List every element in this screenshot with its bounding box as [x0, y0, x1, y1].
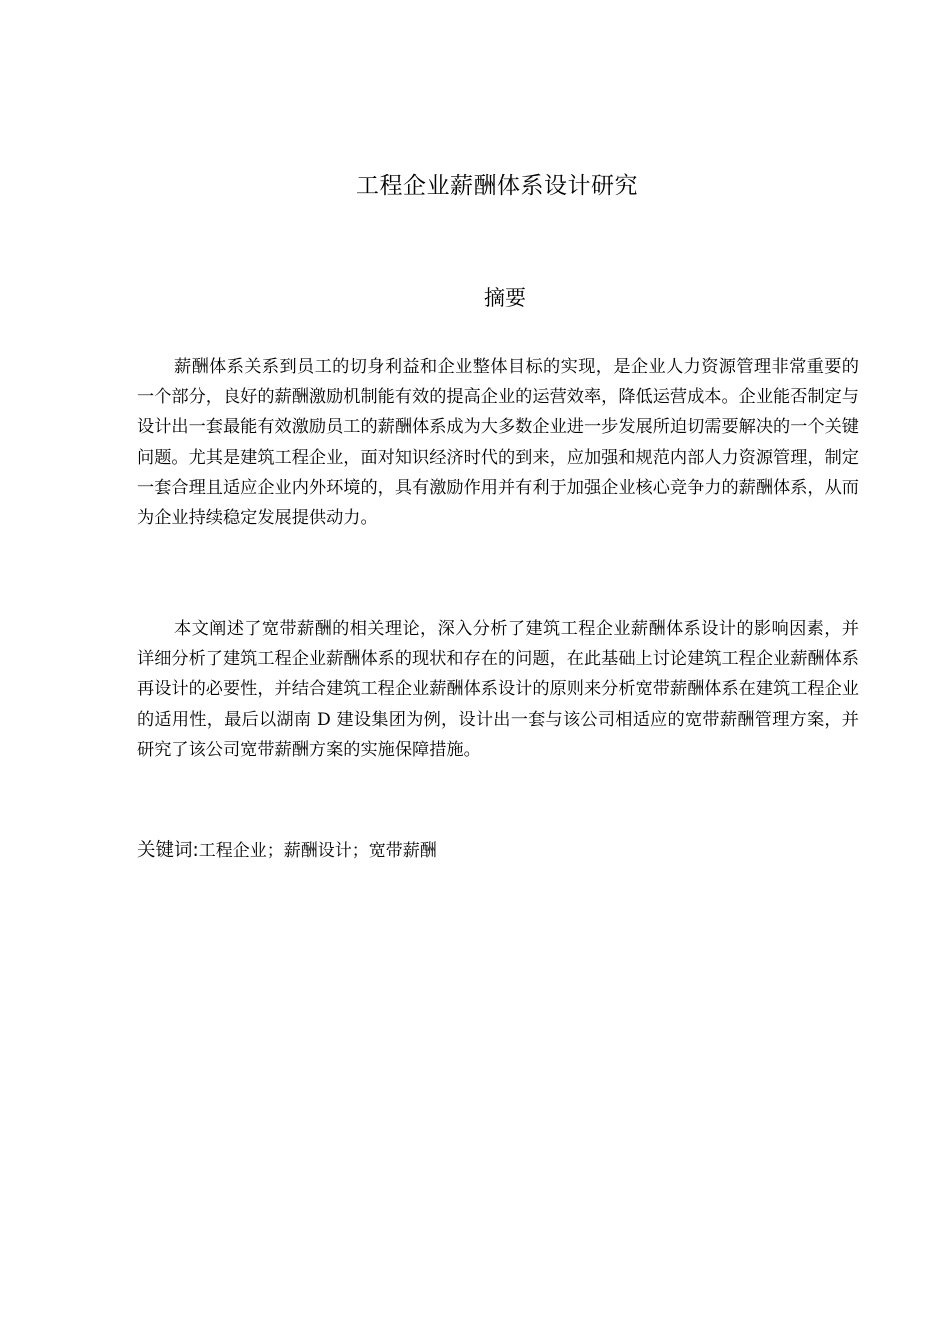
document-title: 工程企业薪酬体系设计研究 — [356, 173, 638, 199]
keywords-value: 工程企业；薪酬设计；宽带薪酬 — [198, 841, 437, 861]
keywords-line — [137, 836, 859, 866]
abstract-heading: 摘要 — [484, 286, 526, 310]
abstract-paragraph-2: 本文阐述了宽带薪酬的相关理论，深入分析了建筑工程企业薪酬体系设计的影响因素，并详细分析了建筑工程企业薪酬体系的现状和存在的问题，在此基础上讨论建筑工程企业薪酬体系再设计的必要性，并结合建筑工程企业薪酬体系设计的原则来分析宽带薪酬体系在建筑工程企业的适用性，最后以湖南 D 建设集团为例，设计出一套与该公司相适应的宽带薪酬管理方案，并研究了该公司宽带薪酬方案的实施保障措施。 — [137, 619, 859, 760]
abstract-paragraph-1: 薪酬体系关系到员工的切身利益和企业整体目标的实现，是企业人力资源管理非常重要的一个部分，良好的薪酬激励机制能有效的提高企业的运营效率，降低运营成本。企业能否制定与设计出一套最能有效激励员工的薪酬体系成为大多数企业进一步发展所迫切需要解决的一个关键问题。尤其是建筑工程企业，面对知识经济时代的到来，应加强和规范内部人力资源管理，制定一套合理且适应企业内外环境的，具有激励作用并有利于加强企业核心竞争力的薪酬体系，从而为企业持续稳定发展提供动力。 — [137, 357, 859, 529]
keywords-label: 关键词: — [137, 840, 199, 861]
